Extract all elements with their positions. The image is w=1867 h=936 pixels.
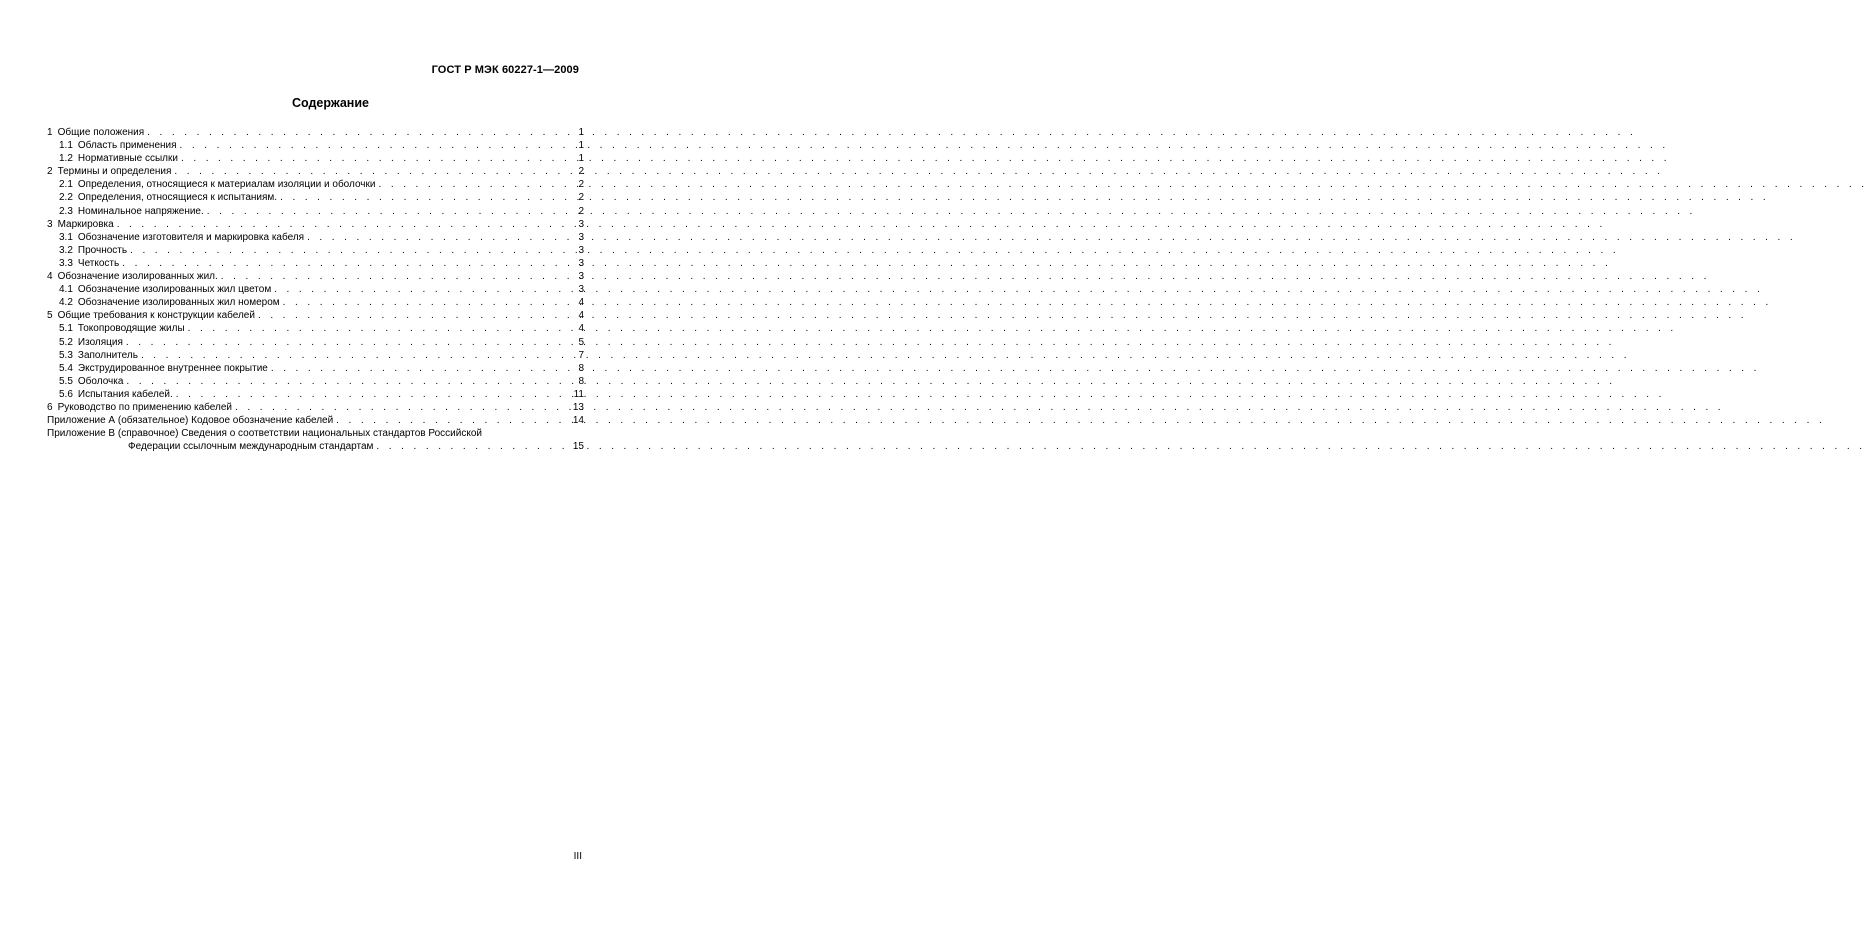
toc-entry-text: Приложение А (обязательное) Кодовое обозначение кабелей xyxy=(47,415,334,427)
toc-entry-number: 5.3 xyxy=(59,349,73,361)
toc-entry-page: 5 xyxy=(578,336,584,348)
document-code: ГОСТ Р МЭК 60227-1—2009 xyxy=(431,64,579,76)
toc-entry-page: 3 xyxy=(578,271,584,283)
toc-leader-dots xyxy=(221,270,577,283)
table-of-contents xyxy=(47,126,584,453)
toc-leader-dots xyxy=(141,349,576,362)
toc-leader-dots xyxy=(376,440,570,453)
toc-entry-page: 4 xyxy=(578,323,584,335)
toc-leader-dots xyxy=(181,152,576,165)
toc-entry-text: Обозначение изолированных жил номером xyxy=(77,297,280,309)
toc-leader-dots xyxy=(176,388,572,401)
toc-entry-number: 6 xyxy=(47,401,53,413)
toc-entry-number: 3.3 xyxy=(59,257,73,269)
toc-leader-dots xyxy=(126,375,576,388)
toc-entry-text: Нормативные ссылки xyxy=(77,153,178,165)
toc-entry-number: 5.1 xyxy=(59,323,73,335)
toc-entry-text: Приложение В (справочное) Сведения о соответствии национальных стандартов Российской xyxy=(47,428,482,440)
toc-entry-1[interactable] xyxy=(47,126,584,139)
toc-entry-number: 1.1 xyxy=(59,140,73,152)
toc-entry-5-6[interactable] xyxy=(47,388,584,401)
toc-entry-page: 14 xyxy=(572,415,584,427)
toc-entry-number: 3 xyxy=(47,218,53,230)
toc-leader-dots xyxy=(117,218,577,231)
toc-entry-5-2[interactable] xyxy=(47,336,584,349)
toc-entry-number: 3.1 xyxy=(59,231,73,243)
toc-entry-4[interactable] xyxy=(47,270,584,283)
toc-entry-text: Общие положения xyxy=(57,127,145,138)
toc-entry-text: Обозначение изолированных жил цветом xyxy=(77,284,272,296)
toc-entry-3-3[interactable] xyxy=(47,257,584,270)
toc-entry-text: Область применения xyxy=(77,140,177,152)
toc-leader-dots xyxy=(188,322,577,335)
toc-entry-text: Четкость xyxy=(77,257,120,269)
toc-entry-number: 5.2 xyxy=(59,336,73,348)
toc-entry-annex-a[interactable] xyxy=(47,414,584,427)
page-number: III xyxy=(573,851,582,862)
toc-entry-6[interactable] xyxy=(47,401,584,414)
toc-leader-dots xyxy=(271,362,577,375)
toc-entry-text: Определения, относящиеся к материалам изоляции и оболочки xyxy=(77,179,376,191)
toc-leader-dots xyxy=(283,296,577,309)
toc-entry-page: 8 xyxy=(578,375,584,387)
toc-entry-text: Обозначение изготовителя и маркировка кабеля xyxy=(77,231,305,243)
toc-entry-2[interactable] xyxy=(47,165,584,178)
toc-entry-page: 3 xyxy=(578,231,584,243)
toc-entry-3-2[interactable] xyxy=(47,244,584,257)
toc-title: Содержание xyxy=(291,96,369,110)
toc-entry-number: 1 xyxy=(47,127,53,138)
toc-entry-text: Заполнитель xyxy=(77,349,138,361)
toc-leader-dots xyxy=(180,139,577,152)
toc-leader-dots xyxy=(378,178,576,191)
toc-entry-page: 1 xyxy=(578,140,584,152)
toc-entry-1-1[interactable] xyxy=(47,139,584,152)
toc-entry-text: Токопроводящие жилы xyxy=(77,323,185,335)
toc-entry-page: 2 xyxy=(578,179,584,191)
toc-leader-dots xyxy=(207,205,577,218)
toc-leader-dots xyxy=(274,283,576,296)
toc-entry-page: 2 xyxy=(578,166,584,178)
toc-leader-dots xyxy=(235,401,571,414)
toc-entry-text: Прочность xyxy=(77,244,128,256)
toc-leader-dots xyxy=(258,309,576,322)
toc-leader-dots xyxy=(280,191,576,204)
toc-entry-page: 3 xyxy=(578,284,584,296)
toc-entry-page: 7 xyxy=(578,349,584,361)
toc-entry-number: 2.1 xyxy=(59,179,73,191)
toc-entry-page: 1 xyxy=(578,153,584,165)
toc-entry-number: 5.5 xyxy=(59,375,73,387)
toc-entry-3[interactable] xyxy=(47,218,584,231)
toc-entry-4-1[interactable] xyxy=(47,283,584,296)
toc-entry-text: Руководство по применению кабелей xyxy=(57,401,232,413)
toc-entry-2-3[interactable] xyxy=(47,205,584,218)
toc-entry-page: 3 xyxy=(578,257,584,269)
toc-entry-page: 2 xyxy=(578,205,584,217)
toc-entry-text: Экструдированное внутреннее покрытие xyxy=(77,362,268,374)
toc-entry-page: 3 xyxy=(578,244,584,256)
toc-entry-page: 15 xyxy=(572,441,584,453)
toc-entry-page: 13 xyxy=(572,401,584,413)
toc-entry-text: Номинальное напряжение. xyxy=(77,205,204,217)
toc-entry-page: 2 xyxy=(578,192,584,204)
toc-leader-dots xyxy=(130,244,576,257)
toc-entry-text: Определения, относящиеся к испытаниям. xyxy=(77,192,278,204)
toc-entry-number: 5.4 xyxy=(59,362,73,374)
toc-entry-5[interactable] xyxy=(47,309,584,322)
toc-entry-text: Общие требования к конструкции кабелей xyxy=(57,310,255,322)
toc-entry-page: 3 xyxy=(578,218,584,230)
toc-entry-5-4[interactable] xyxy=(47,362,584,375)
toc-leader-dots xyxy=(307,231,576,244)
toc-entry-2-1[interactable] xyxy=(47,178,584,191)
toc-entry-number: 5 xyxy=(47,310,53,322)
toc-leader-dots xyxy=(174,165,576,178)
toc-entry-text: Обозначение изолированных жил. xyxy=(57,271,218,283)
toc-entry-number: 2.2 xyxy=(59,192,73,204)
toc-entry-text: Испытания кабелей. xyxy=(77,388,173,400)
toc-entry-number: 4 xyxy=(47,271,53,283)
toc-leader-dots xyxy=(147,126,576,139)
toc-entry-3-1[interactable] xyxy=(47,231,584,244)
toc-entry-annex-b[interactable] xyxy=(47,427,584,440)
toc-entry-annex-b-continued[interactable] xyxy=(47,440,584,453)
toc-entry-number: 4.2 xyxy=(59,297,73,309)
toc-entry-text: Оболочка xyxy=(77,375,124,387)
toc-entry-number: 1.2 xyxy=(59,153,73,165)
toc-entry-number: 4.1 xyxy=(59,284,73,296)
toc-entry-text: Изоляция xyxy=(77,336,123,348)
toc-entry-5-3[interactable] xyxy=(47,349,584,362)
toc-entry-number: 2.3 xyxy=(59,205,73,217)
toc-leader-dots xyxy=(126,336,577,349)
toc-entry-4-2[interactable] xyxy=(47,296,584,309)
toc-entry-page: 4 xyxy=(578,297,584,309)
toc-entry-1-2[interactable] xyxy=(47,152,584,165)
toc-entry-page: 8 xyxy=(578,362,584,374)
toc-entry-text: Маркировка xyxy=(57,218,114,230)
toc-entry-page: 4 xyxy=(578,310,584,322)
toc-entry-number: 2 xyxy=(47,166,53,178)
toc-entry-5-5[interactable] xyxy=(47,375,584,388)
toc-entry-text: Федерации ссылочным международным стандартам xyxy=(128,441,374,453)
toc-entry-number: 3.2 xyxy=(59,244,73,256)
toc-entry-page: 1 xyxy=(578,127,584,138)
toc-leader-dots xyxy=(122,257,576,270)
toc-entry-page: 11 xyxy=(573,388,584,400)
toc-entry-2-2[interactable] xyxy=(47,191,584,204)
toc-entry-number: 5.6 xyxy=(59,388,73,400)
toc-entry-text: Термины и определения xyxy=(57,166,172,178)
toc-entry-5-1[interactable] xyxy=(47,322,584,335)
toc-leader-dots xyxy=(336,414,571,427)
